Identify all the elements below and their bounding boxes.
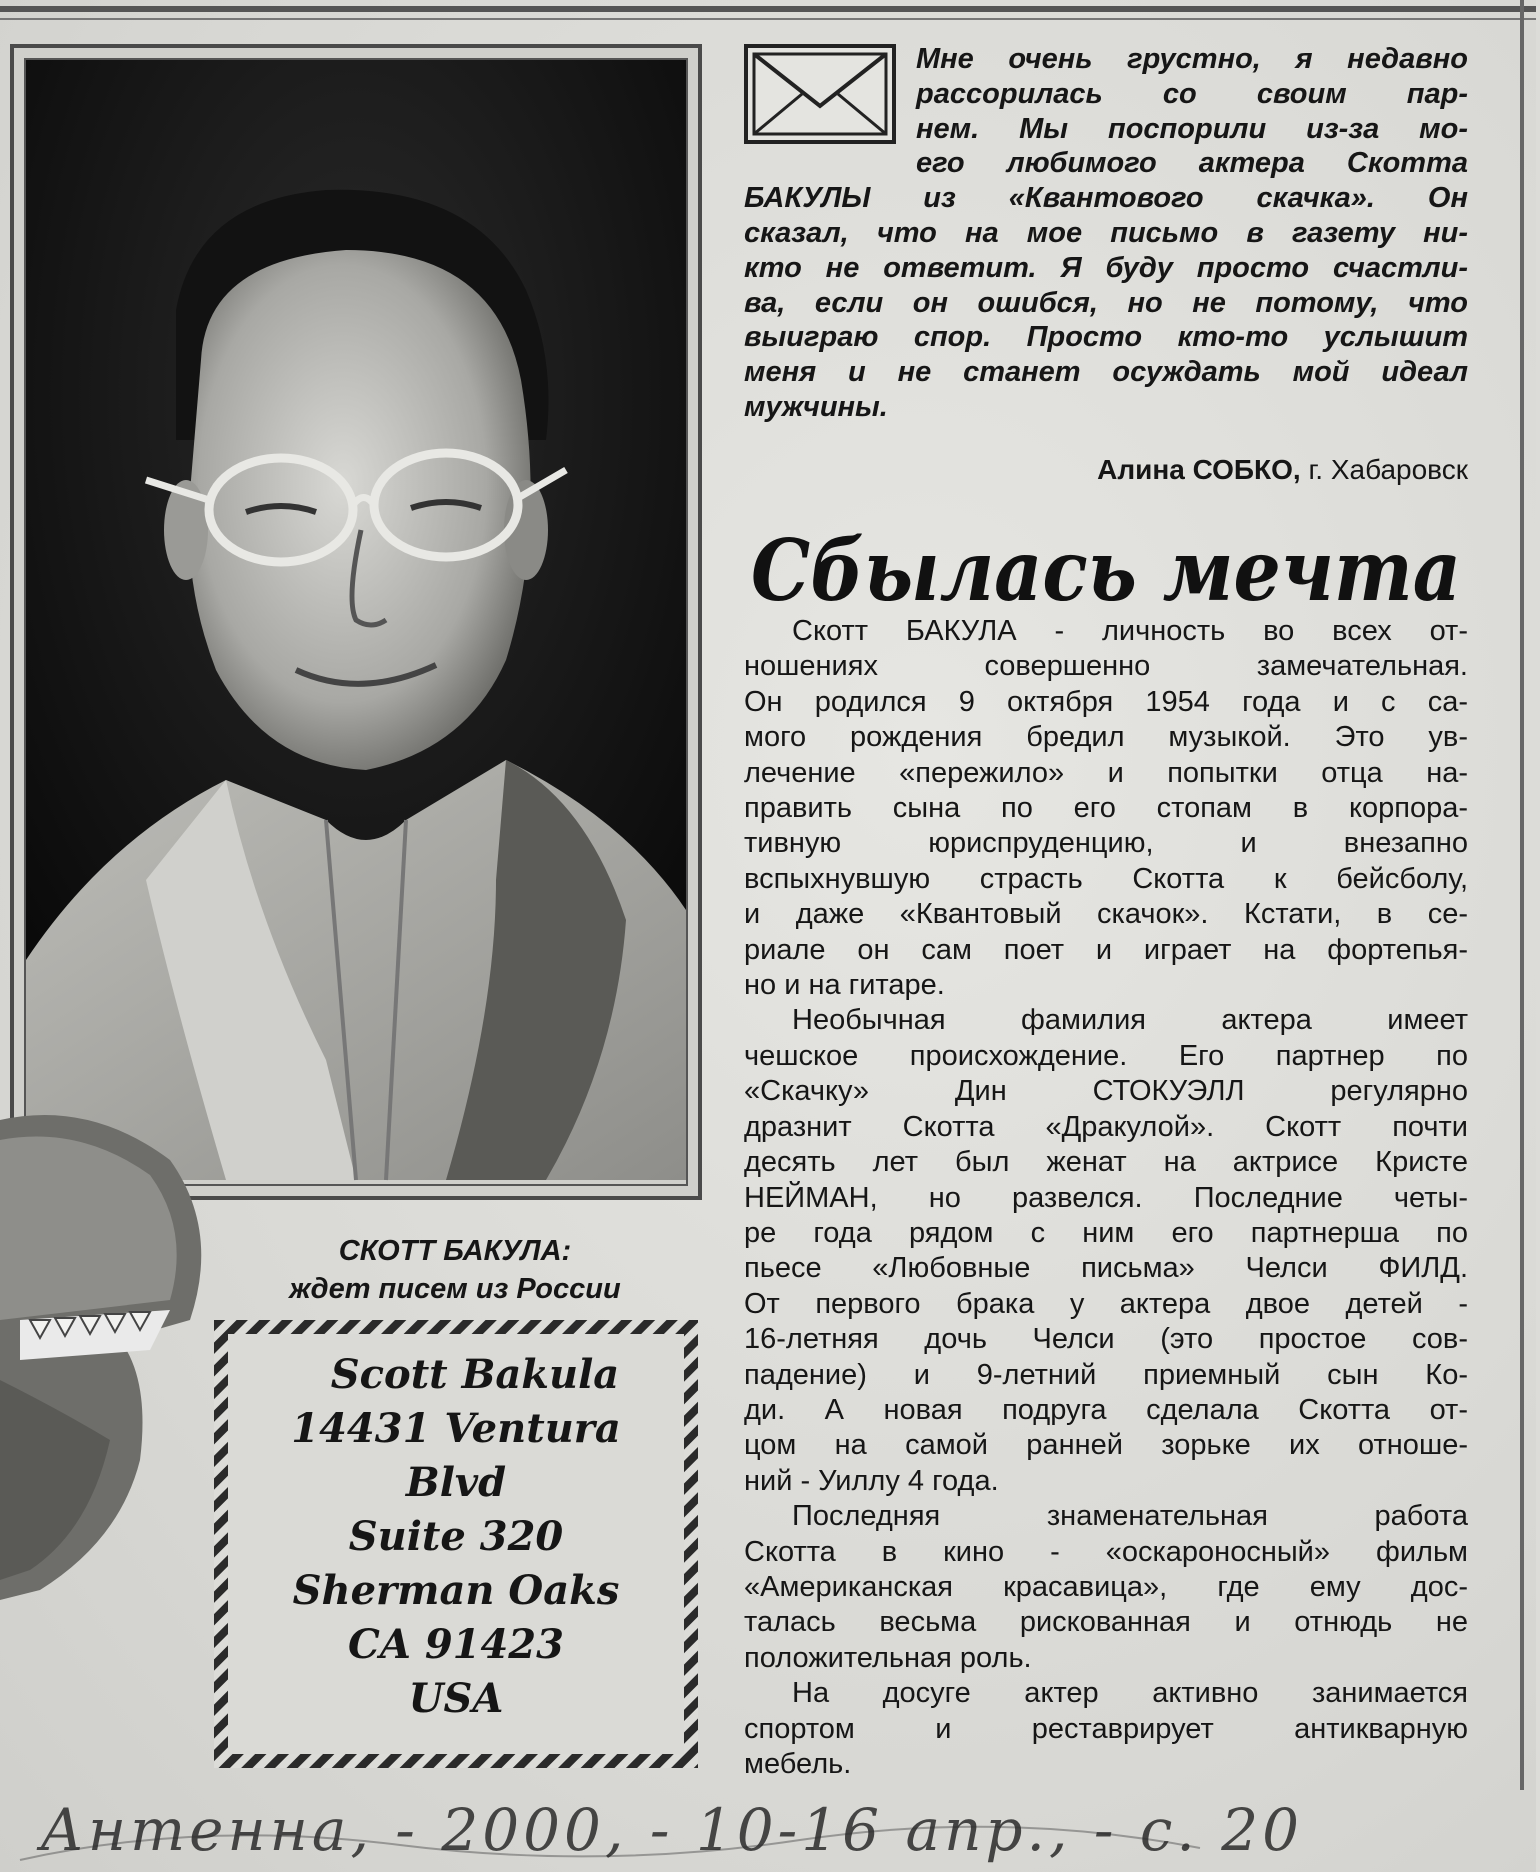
article-headline <box>744 520 1468 626</box>
address-box <box>214 1320 698 1768</box>
article-line: ношениях совершенно замечательная. <box>744 650 1468 683</box>
article-line: Скотта в кино - «оскароносный» фильм <box>744 1535 1468 1568</box>
article-line: От первого брака у актера двое детей - <box>744 1287 1468 1320</box>
article-line: риале он сам поет и играет на фортепья- <box>744 933 1468 966</box>
address-line: USA <box>408 1675 504 1722</box>
handwritten-source-note: Антенна, - 2000, - 10-16 апр., - с. 20 <box>40 1796 1304 1864</box>
caption-name: СКОТТ БАКУЛА: <box>338 1235 572 1267</box>
article-line: На досуге актер активно занимается <box>792 1677 1468 1710</box>
article-line: и даже «Квантовый скачок». Кстати, в се- <box>744 898 1468 931</box>
letter-line: нем. Мы поспорили из-за мо- <box>916 112 1468 145</box>
postal-address <box>214 1348 698 1726</box>
dinosaur-toy-image <box>0 1080 230 1600</box>
letter-line: кто не ответит. Я буду просто счастли- <box>744 251 1468 284</box>
headline-text: Сбылась мечта <box>751 521 1461 620</box>
article-line: цом на самой ранней зорьке их отноше- <box>744 1429 1468 1462</box>
article-line: чешское происхождение. Его партнер по <box>744 1039 1468 1072</box>
article-line: вспыхнувшую страсть Скотта к бейсболу, <box>744 862 1468 895</box>
address-line: 14431 Ventura <box>291 1405 621 1452</box>
address-line: Sherman Oaks <box>292 1567 620 1614</box>
article-line: НЕЙМАН, но развелся. Последние четы- <box>744 1181 1468 1214</box>
letter-line: мужчины. <box>744 390 888 423</box>
article-line: мебель. <box>744 1748 852 1780</box>
letter-line: БАКУЛЫ из «Квантового скачка». Он <box>744 182 1468 215</box>
letter-line: выиграю спор. Просто кто-то услышит <box>744 321 1468 354</box>
photo-caption <box>240 1232 670 1308</box>
article-line: спортом и реставрирует антикварную <box>744 1712 1468 1745</box>
portrait-photo <box>24 58 688 1186</box>
reader-letter <box>744 42 1468 425</box>
letter-line: его любимого актера Скотта <box>916 147 1468 180</box>
article-line: но и на гитаре. <box>744 969 945 1002</box>
letter-line: Мне очень грустно, я недавно <box>916 43 1468 75</box>
article-line: «Скачку» Дин СТОКУЭЛЛ регулярно <box>744 1075 1468 1108</box>
article-line: положительная роль. <box>744 1641 1032 1674</box>
article-line: Он родился 9 октября 1954 года и с са- <box>744 685 1468 718</box>
article-line: править сына по его стопам в корпора- <box>744 792 1468 825</box>
article-line: лечение «пережило» и попытки отца на- <box>744 756 1468 789</box>
address-line: Blvd <box>405 1459 507 1506</box>
article-line: пьесе «Любовные письма» Челси ФИЛД. <box>744 1252 1468 1285</box>
top-rule <box>0 6 1536 12</box>
author-name: Алина СОБКО, <box>1097 454 1301 485</box>
article-line: Скотт БАКУЛА - личность во всех от- <box>792 615 1468 647</box>
article-line: 16-летняя дочь Челси (это простое сов- <box>744 1323 1468 1356</box>
letter-signature <box>744 454 1468 486</box>
top-rule-thin <box>0 18 1536 20</box>
address-line: CA 91423 <box>348 1621 564 1668</box>
article-line: «Американская красавица», где ему дос- <box>744 1570 1468 1603</box>
article-line: Последняя знаменательная работа <box>792 1500 1468 1533</box>
right-border-rule <box>1520 0 1524 1790</box>
letter-line: сказал, что на мое письмо в газету ни- <box>744 216 1468 249</box>
letter-line: ва, если он ошибся, но не потому, что <box>744 286 1468 319</box>
article-line: ний - Уиллу 4 года. <box>744 1464 999 1497</box>
article-line: ди. А новая подруга сделала Скотта от- <box>744 1393 1468 1426</box>
letter-line: рассорилась со своим пар- <box>916 77 1468 110</box>
caption-subtitle: ждет писем из России <box>289 1273 621 1305</box>
portrait-photo-frame <box>10 44 702 1200</box>
article-line: дразнит Скотта «Дракулой». Скотт почти <box>744 1110 1468 1143</box>
article-line: Необычная фамилия актера имеет <box>792 1004 1468 1037</box>
article-line: мого рождения бредил музыкой. Это ув- <box>744 721 1468 754</box>
article-line: падение) и 9-летний приемный сын Ко- <box>744 1358 1468 1391</box>
article-line: десять лет был женат на актрисе Кристе <box>744 1146 1468 1179</box>
article-body <box>744 614 1468 1782</box>
author-city: г. Хабаровск <box>1308 454 1468 485</box>
address-line: Suite 320 <box>348 1513 564 1560</box>
article-line: ре года рядом с ним его партнерша по <box>744 1216 1468 1249</box>
address-line: Scott Bakula <box>330 1351 620 1398</box>
article-line: тивную юриспруденцию, и внезапно <box>744 827 1468 860</box>
article-line: талась весьма рискованная и отнюдь не <box>744 1606 1468 1639</box>
letter-line: меня и не станет осуждать мой идеал <box>744 356 1468 389</box>
